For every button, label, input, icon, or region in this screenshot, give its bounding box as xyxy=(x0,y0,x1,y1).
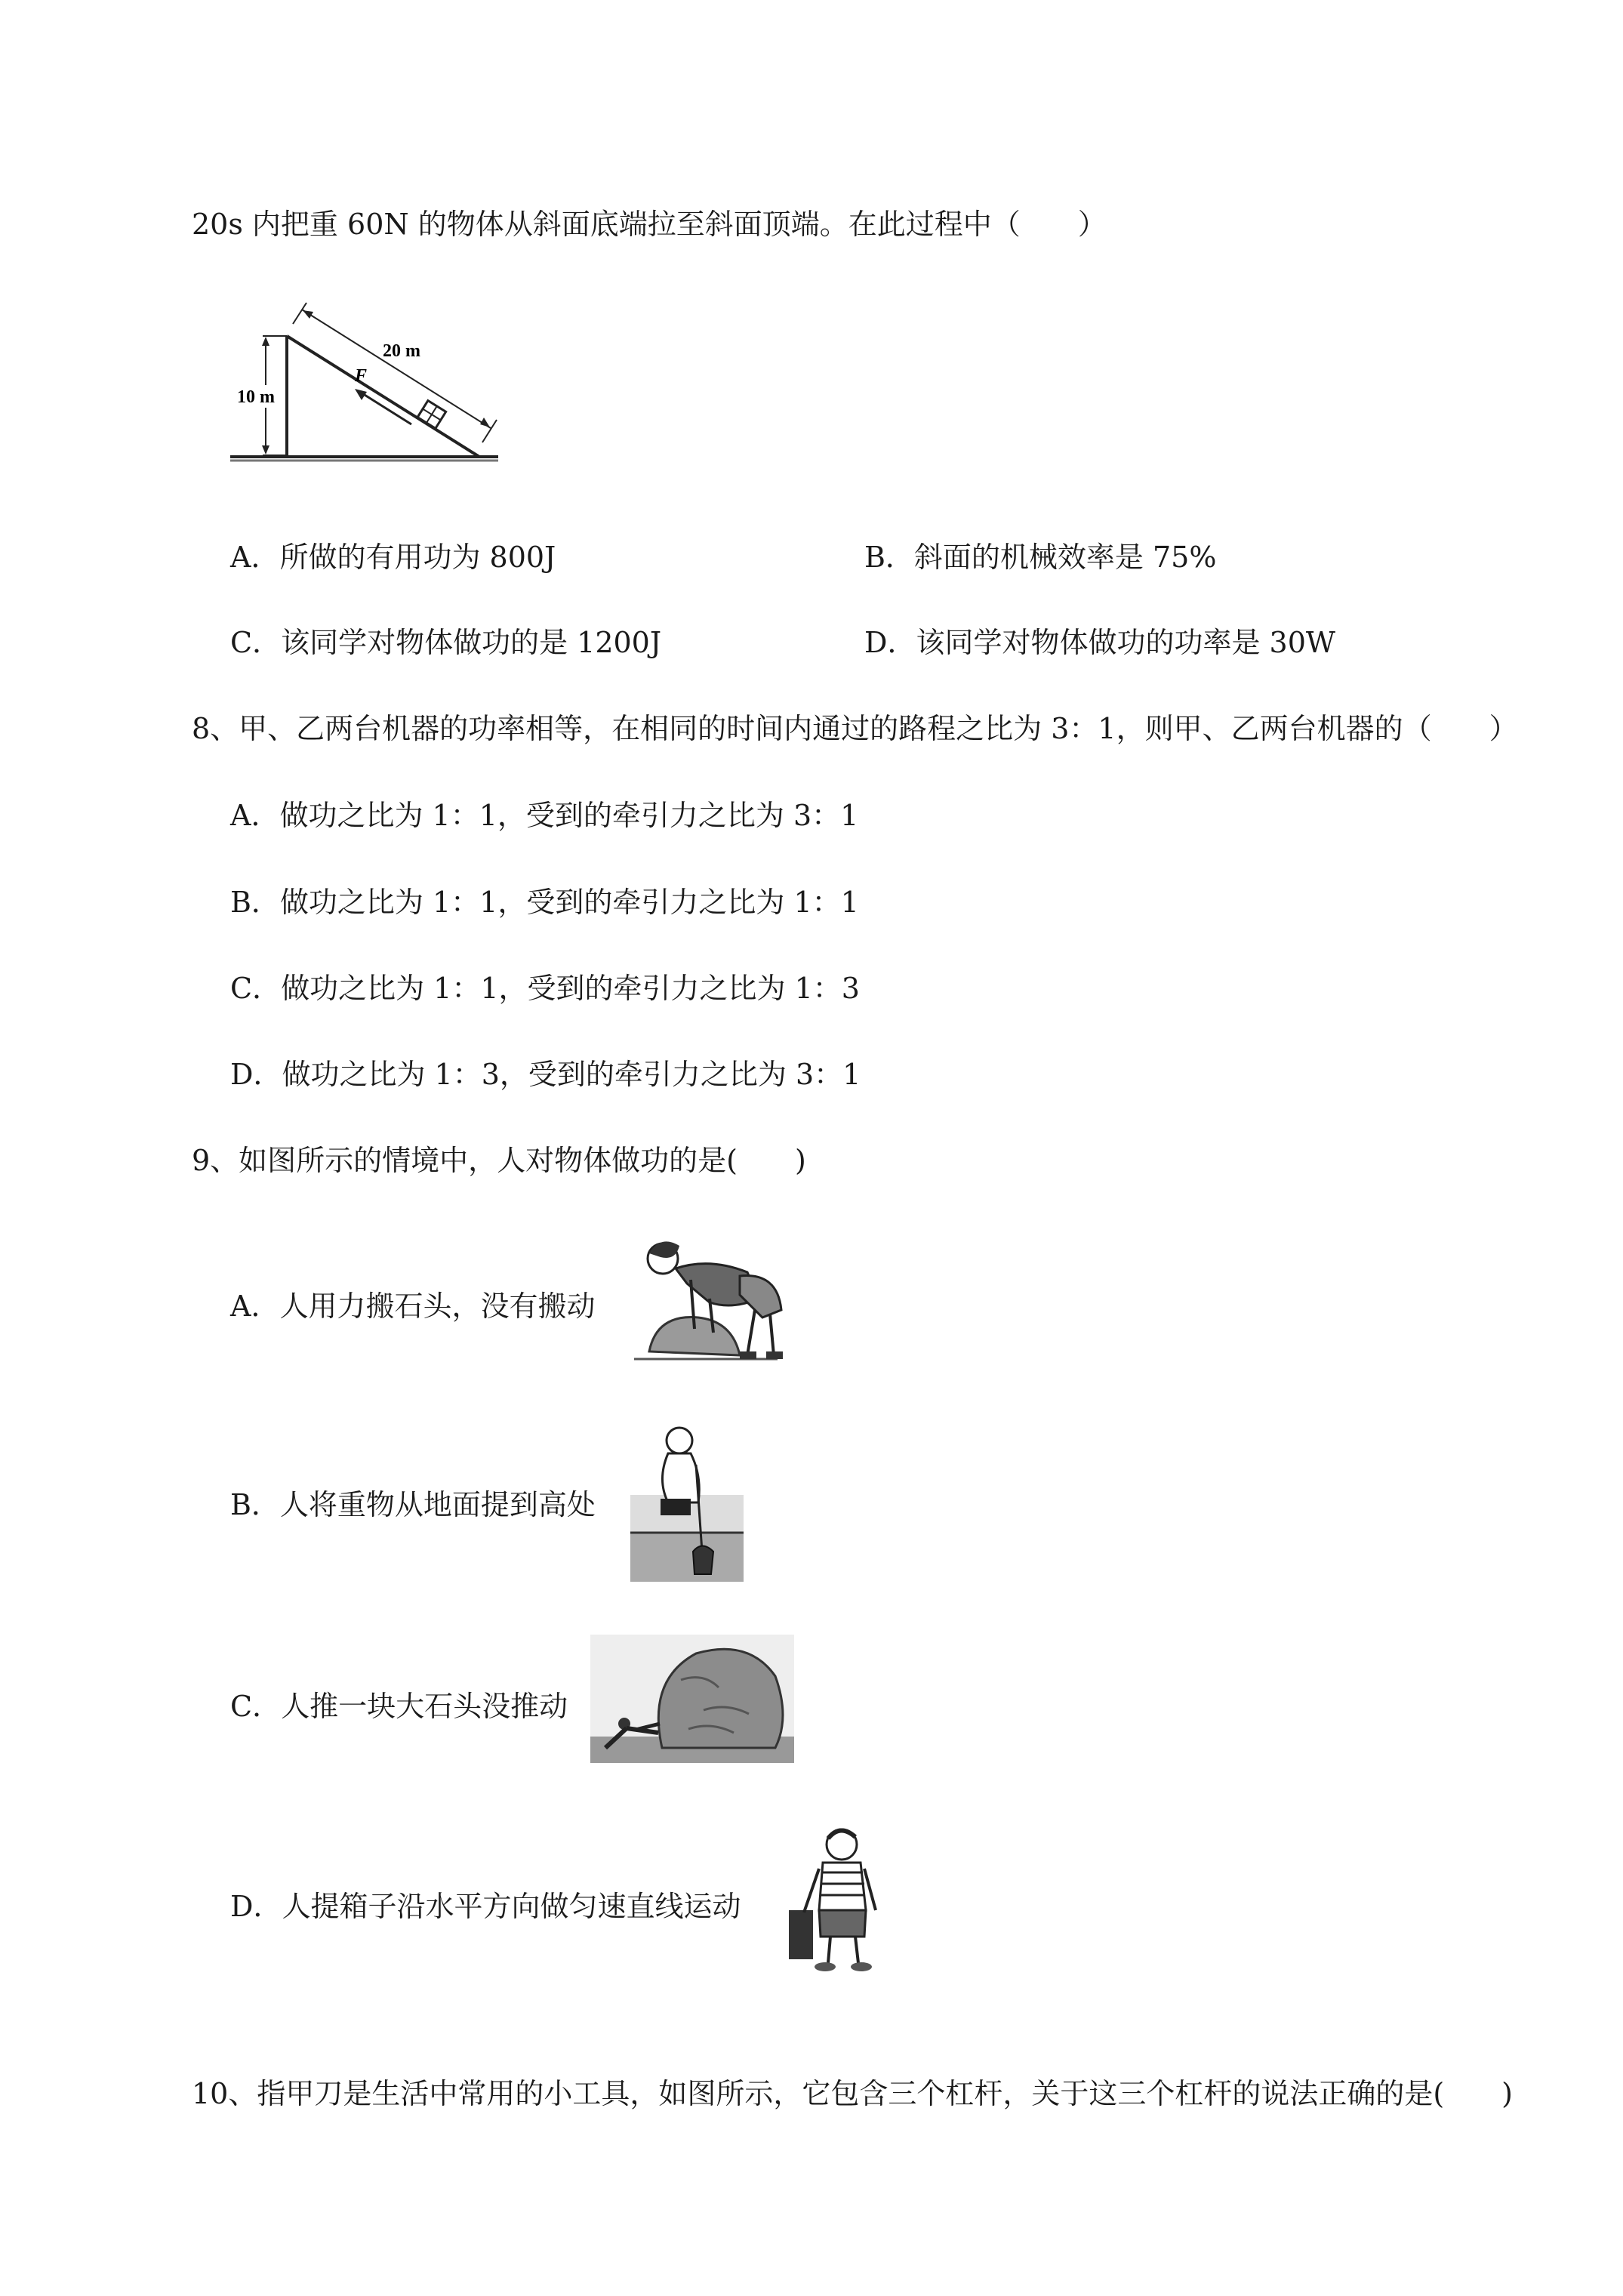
person-lifting-weight-illustration xyxy=(627,1419,747,1586)
q7-option-c: C．该同学对物体做功的是 1200J xyxy=(230,626,662,659)
q9-option-a: A．人用力搬石头，没有搬动 xyxy=(230,1290,596,1323)
incline-figure xyxy=(226,302,506,483)
q7-option-d: D．该同学对物体做功的功率是 30W xyxy=(864,626,1335,659)
q7-stem: 20s 内把重 60N 的物体从斜面底端拉至斜面顶端。在此过程中（ ） xyxy=(192,208,1107,241)
q10-stem: 10、指甲刀是生活中常用的小工具，如图所示，它包含三个杠杆，关于这三个杠杆的说法正确的是( ) xyxy=(192,2077,1514,2110)
q8-stem: 8、甲、乙两台机器的功率相等，在相同的时间内通过的路程之比为 3：1，则甲、乙两台机器的（ ） xyxy=(192,712,1518,745)
person-carrying-box-illustration xyxy=(781,1823,895,1974)
q7-option-a: A．所做的有用功为 800J xyxy=(230,541,556,574)
q7-option-b: B．斜面的机械效率是 75% xyxy=(864,541,1217,574)
height-label: 10 m xyxy=(237,387,275,407)
q9-option-c: C．人推一块大石头没推动 xyxy=(230,1690,568,1723)
length-label: 20 m xyxy=(383,341,420,361)
q8-option-c: C．做功之比为 1：1，受到的牵引力之比为 1：3 xyxy=(230,972,860,1005)
q9-option-d: D．人提箱子沿水平方向做匀速直线运动 xyxy=(230,1890,741,1923)
q8-option-a: A．做功之比为 1：1，受到的牵引力之比为 3：1 xyxy=(230,799,859,832)
q8-option-d: D．做功之比为 1：3，受到的牵引力之比为 3：1 xyxy=(230,1058,861,1091)
q9-stem: 9、如图所示的情境中，人对物体做功的是( ) xyxy=(192,1144,806,1177)
person-pushing-rock-illustration xyxy=(590,1635,794,1763)
person-lifting-stone-illustration xyxy=(627,1227,800,1378)
q8-option-b: B．做功之比为 1：1，受到的牵引力之比为 1：1 xyxy=(230,886,859,919)
q9-option-b: B．人将重物从地面提到高处 xyxy=(230,1488,596,1521)
force-label: F xyxy=(355,366,368,386)
